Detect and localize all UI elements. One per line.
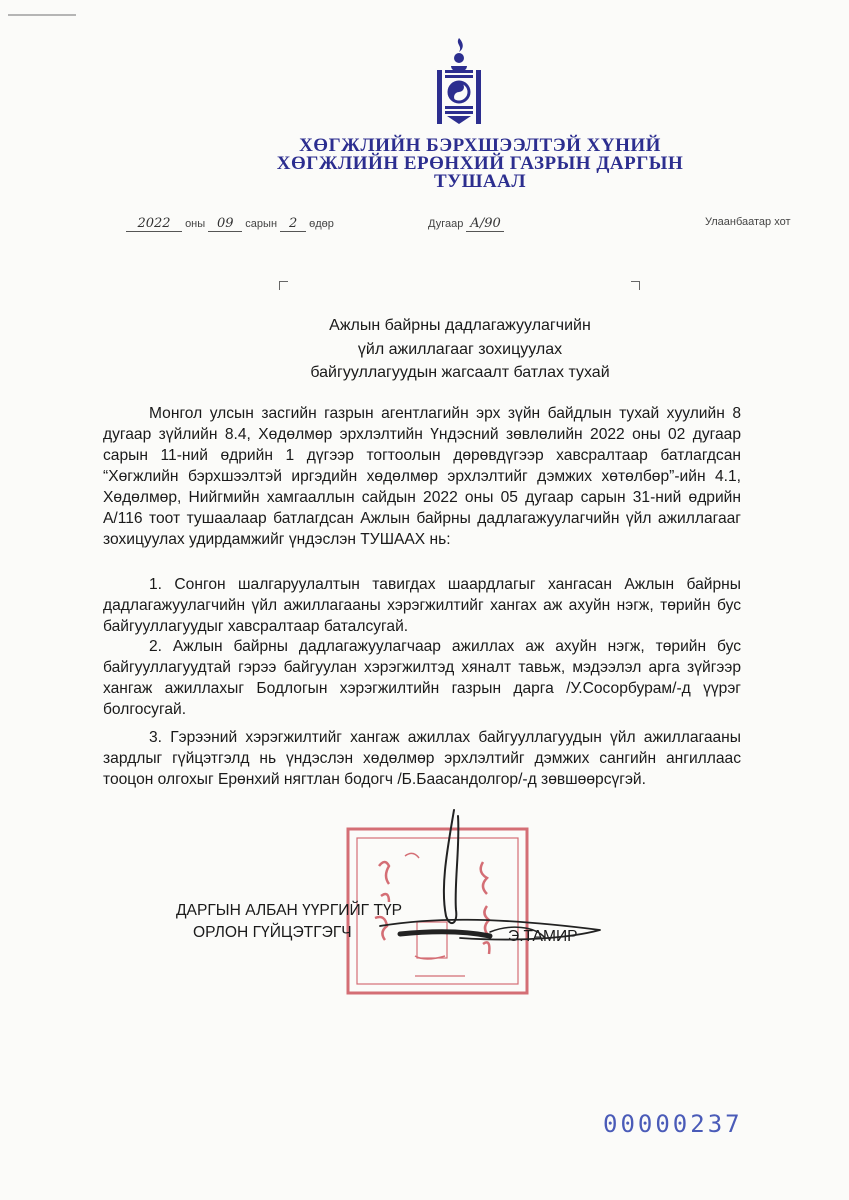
subject-line1: Ажлын байрны дадлагажуулагчийн — [329, 317, 591, 334]
subject-bracket-left — [279, 281, 288, 290]
number-value: А/90 — [466, 216, 504, 232]
organization-name-line1: ХӨГЖЛИЙН БЭРХШЭЭЛТЭЙ ХҮНИЙ — [299, 135, 661, 156]
order-item-3: 3. Гэрээний хэрэгжилтийг хангаж ажиллах байгууллагуудын үйл ажиллагааны зардлыг гүйцэтгэлд нь үндэслэн хөдөлмөр эрхлэлтийг дэмжих сангийн ангиллаас тооцон олгохыг Ерөнхий нягтлан бодогч /Б.Баасандолгор/-д зөвшөөрсүгэй. — [103, 729, 741, 788]
signatory-title-line2: ОРЛОН ГҮЙЦЭТГЭГЧ — [193, 924, 352, 941]
document-serial-number: 00000237 — [603, 1110, 743, 1138]
organization-name-line2: ХӨГЖЛИЙН ЕРӨНХИЙ ГАЗРЫН ДАРГЫН — [276, 153, 684, 174]
year-label: оны — [185, 218, 206, 230]
document-type: ТУШААЛ — [433, 171, 527, 192]
subject-bracket-right — [631, 281, 640, 290]
signatory-name: Э.ТАМИР — [508, 928, 578, 945]
date-line — [126, 216, 334, 232]
city: Улаанбаатар хот — [705, 216, 791, 228]
order-item-1: 1. Сонгон шалгаруулалтын тавигдах шаардлагыг хангасан Ажлын байрны дадлагажуулагчийн үйл ажиллагааны хэрэгжилтийг хангах аж ахуйн нэгж, төрийн бус байгууллагуудыг хавсралтаар баталсугай. — [103, 576, 741, 635]
date-day: 2 — [280, 216, 306, 232]
state-emblem-icon — [433, 36, 485, 128]
order-item-2: 2. Ажлын байрны дадлагажуулагчаар ажиллах аж ахуйн нэгж, төрийн бус байгууллагуудтай гэрээ байгуулан хэрэгжилтэд хяналт тавьж, мэдээлэл арга зүйгээр хангаж ажиллахыг Бодлогын хэрэгжилтийн газрын дарга /У.Сосорбурам/-д үүрэг болгосугай. — [103, 638, 741, 718]
subject-line2: үйл ажиллагааг зохицуулах — [357, 340, 563, 358]
subject-heading — [260, 314, 660, 385]
scan-edge-mark — [8, 14, 76, 16]
intro-paragraph: Монгол улсын засгийн газрын агентлагийн эрх зүйн байдлын тухай хуулийн 8 дугаар зүйлийн 8.4, Хөдөлмөр эрхлэлтийн Үндэсний зөвлөлийн 2022 оны 02 дугаар сарын 11-ний өдрийн 1 дүгээр тогтоолын дөрөвдүгээр хавсралтаар батлагдсан “Хөгжлийн бэрхшээлтэй иргэдийн хөдөлмөр эрхлэлтийг дэмжих хөтөлбөр”-ийн 4.1, Хөдөлмөр, Нийгмийн хамгааллын сайдын 2022 оны 05 дугаар сарын 31-ний өдрийн А/116 тоот тушаалаар батлагдсан Ажлын байрны дадлагажуулагчийн үйл ажиллагааг зохицуулах удирдамжийг үндэслэн ТУШААХ нь: — [103, 405, 741, 548]
signatory-title-line1: ДАРГЫН АЛБАН ҮҮРГИЙГ ТҮР — [176, 902, 403, 919]
month-label: сарын — [245, 218, 278, 230]
subject-line3: байгууллагуудын жагсаалт батлах тухай — [310, 364, 610, 381]
order-number — [428, 216, 504, 232]
handwritten-signature — [370, 806, 610, 956]
date-month: 09 — [208, 216, 242, 232]
day-label: өдөр — [309, 218, 334, 230]
date-year: 2022 — [126, 216, 182, 232]
number-label: Дугаар — [428, 218, 464, 230]
